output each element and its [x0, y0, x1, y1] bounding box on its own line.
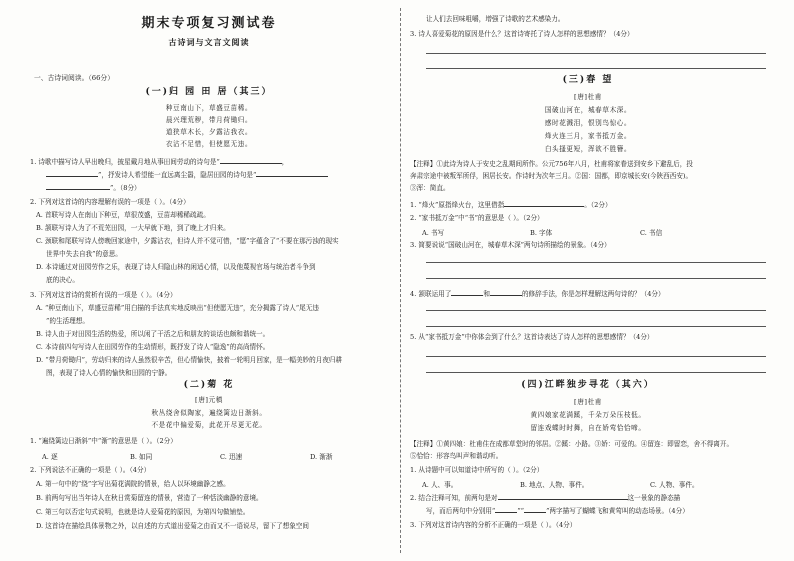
question-r8: 3. 下列对这首诗内容的分析不正确的一项是（ ）。（4分） — [410, 521, 577, 529]
question-r7-cont — [426, 506, 689, 515]
poem4-line: 留连戏蝶时时舞，自在娇莺恰恰啼。 — [530, 424, 646, 432]
question-5: 2. 下列说法不正确的一项是（ ）。（4分） — [30, 466, 151, 474]
option-c[interactable]: C. 本诗前四句写诗人在田园劳作的生动情形，既抒发了诗人“隐逸”的高尚情怀。 — [36, 343, 270, 351]
option-b[interactable]: B. 如同 — [130, 453, 153, 461]
option-c[interactable]: C. 颈联和尾联写诗人傍晚回家途中，夕露沾衣，但诗人并不觉可惜，“愿”字蕴含了“不要在那污浊的现实 — [36, 237, 339, 245]
option-a[interactable]: A. “种豆南山下，草盛豆苗稀”用白描的手法真实地反映出“但使愿无违”，充分揭露了诗人“尾无违 — [36, 304, 319, 312]
option-b[interactable]: B. 诗人由于对田园生活的热爱，所以闲了干活之后和朋友的谈话也颇和谐统一。 — [36, 330, 270, 338]
poem2-author: [唐]元稹 — [195, 396, 223, 404]
question-3: 3. 下列对这首诗的赏析有误的一项是（ ）。（4分） — [30, 291, 177, 299]
option-d-cont: 底的决心。 — [46, 276, 79, 284]
poem2-line: 秋丛绕舍似陶家，遍绕篱边日渐斜。 — [151, 409, 267, 417]
question-text: ， — [281, 158, 289, 166]
answer-line[interactable] — [426, 326, 766, 327]
option-b[interactable]: B. 颔联写诗人为了不荒芜田园，一大早就下地，到了晚上才归来。 — [36, 224, 230, 232]
question-1 — [30, 157, 288, 166]
option-d[interactable]: D. 本诗通过对田园劳作之乐，表现了诗人归隐山林的闲适心情，以及他蔑视官场与统治者斗争到 — [36, 263, 316, 271]
poem1-line: 道狭草木长，夕露沾我衣。 — [165, 128, 253, 136]
answer-blank[interactable] — [46, 170, 98, 177]
annotation: 【注释】①此诗为诗人于安史之乱期间所作。公元756年八月，杜甫将家眷送到安乡下避乱后，投 — [410, 160, 693, 168]
option-c[interactable]: C. 迅速 — [220, 453, 243, 461]
question-text: 1. 诗歌中描写诗人早出晚归，披星戴月地从事田间劳动的诗句是“ — [30, 158, 220, 166]
option-d[interactable]: D. “带月荷锄归”，劳动归来的诗人虽然很辛苦，但心情愉快，披着一轮明月回家，是一幅美妙的月夜归耕 — [36, 356, 343, 364]
poem3-title: (三)春 望 — [562, 75, 614, 85]
option-a[interactable]: A. 人、事。 — [422, 481, 458, 489]
poem2-title: (二)菊 花 — [183, 380, 235, 390]
poem4-line: 黄四娘家花满蹊，千朵万朵压枝低。 — [530, 411, 646, 419]
poem1-title: (一)归 园 田 居（其三） — [145, 87, 273, 97]
question-r5: 5. 从“家书抵万金”中你体会到了什么？这首诗表达了诗人怎样的思想感情？（4分） — [410, 333, 654, 341]
question-r4 — [410, 289, 665, 298]
poem3-line: 白头搔更短，浑欲不胜簪。 — [544, 145, 632, 153]
answer-blank[interactable] — [504, 200, 584, 207]
option-b[interactable]: B. 地点、人物、事件。 — [520, 481, 589, 489]
answer-line[interactable] — [426, 356, 766, 357]
option-a[interactable]: A. 第一句中的“绕”字写出菊花满院的情景，给人以环境幽静之感。 — [36, 480, 230, 488]
poem3-line: 烽火连三月，家书抵万金。 — [544, 132, 632, 140]
poem1-line: 衣沾不足惜，但使愿无违。 — [165, 140, 253, 148]
question-text: ”两字描写了蝴蝶飞和黄莺叫的动态场景。（4分） — [546, 507, 689, 515]
page-title: 期末专项复习测试卷 — [141, 16, 277, 31]
question-1-cont — [46, 170, 328, 179]
answer-line[interactable] — [426, 68, 766, 69]
annotation: ⑤恰恰：形容鸟叫声和谐动听。 — [410, 452, 503, 460]
question-text: 4. 颔联运用了 — [410, 290, 452, 298]
poem3-author: [唐]杜甫 — [574, 93, 602, 101]
question-1-cont — [46, 183, 141, 192]
option-a[interactable]: A. 逐 — [42, 453, 58, 461]
option-d[interactable]: D. 这首诗在描绘具体景物之外，以自述的方式道出爱菊之由而又不一语说尽，留下了想象空间 — [36, 522, 309, 530]
option-b[interactable]: B. 前两句写出当年诗人在秋日赏菊留连的情景，营造了一种恬淡幽静的意境。 — [36, 494, 263, 502]
poem2-line: 不是花中偏爱菊，此花开尽更无花。 — [151, 421, 267, 429]
poem1-line: 种豆南山下，草盛豆苗稀。 — [165, 104, 253, 112]
question-cont: 让人们去回味咀嚼，增强了诗歌的艺术感染力。 — [426, 15, 565, 23]
option-c[interactable]: C. 书信 — [640, 229, 663, 237]
poem4-author: [唐]杜甫 — [574, 398, 602, 406]
question-text: 1. “烽火”原指烽火台，这里借指 — [410, 201, 505, 209]
poem4-title: (四)江畔独步寻花（其六） — [521, 380, 655, 390]
question-text: 。（2分） — [584, 201, 612, 209]
question-text: ”。（8分） — [110, 184, 141, 192]
option-c[interactable]: C. 人物、事件。 — [650, 481, 699, 489]
question-text: 的修辞手法，你是怎样理解这两句诗的？（4分） — [521, 290, 665, 298]
answer-blank[interactable] — [498, 493, 628, 500]
question-text: 2. 结合注释可知，前两句是对 — [410, 494, 498, 502]
answer-blank[interactable] — [490, 289, 522, 296]
column-divider — [400, 8, 401, 553]
question-text: 和 — [483, 290, 490, 298]
option-b[interactable]: B. 字体 — [530, 229, 553, 237]
annotation: 【注释】①黄四娘：杜甫住在成都草堂时的邻居。②蹊：小路。③娇：可爱的。④留连：即留恋，舍不得离开。 — [410, 440, 734, 448]
left-column — [30, 0, 388, 561]
right-column — [410, 0, 766, 561]
question-4: 1. “遍绕篱边日渐斜”中“渐”的意思是（ ）。（2分） — [30, 437, 177, 445]
question-r3: 3. 简要说说“国破山河在，城春草木深”两句诗所描绘的景象。（4分） — [410, 241, 611, 249]
page-subtitle: 古诗词与文言文阅读 — [168, 37, 250, 47]
option-c-cont: 世界中失去自我”的意思。 — [46, 250, 122, 258]
answer-blank[interactable] — [451, 289, 483, 296]
question-2: 2. 下列对这首诗的内容理解有误的一项是（ ）。（4分） — [30, 198, 190, 206]
question-r6: 1. 从诗题中可以知道诗中所写的（ ）。（2分） — [410, 466, 544, 474]
annotation: 奔肃宗途中被叛军所俘，困居长安。作诗时为次年三月。②国：国都，即京城长安(今陕西西安)。 — [410, 172, 693, 180]
option-d-cont: 图，表现了诗人心情的愉快和田园的宁静。 — [46, 369, 172, 377]
question-text: 写，而后两句中分别用“ — [426, 507, 496, 515]
option-d[interactable]: D. 渐渐 — [310, 453, 333, 461]
answer-blank[interactable] — [46, 183, 110, 190]
annotation: ③浑：简直。 — [410, 184, 450, 192]
option-a-cont: ”的生活理想。 — [46, 317, 89, 325]
section-heading: 一、古诗词阅读。（66分） — [34, 74, 115, 82]
poem3-line: 感时花溅泪，恨别鸟惊心。 — [544, 119, 632, 127]
question-text: 这一景象的静态描 — [627, 494, 681, 502]
option-c[interactable]: C. 第三句以否定句式说明，也就是诗人爱菊花的原因，为第四句做铺垫。 — [36, 508, 250, 516]
answer-line[interactable] — [426, 372, 766, 373]
poem1-line: 晨兴理荒秽，带月荷锄归。 — [165, 116, 253, 124]
question-r1 — [410, 200, 612, 209]
option-a[interactable]: A. 书写 — [422, 229, 445, 237]
question-text: ”“ — [517, 507, 525, 515]
answer-line[interactable] — [426, 310, 766, 311]
question-3: 3. 诗人喜爱菊花的原因是什么？这首诗寄托了诗人怎样的思想感情？（4分） — [410, 30, 634, 38]
answer-line[interactable] — [426, 53, 766, 54]
answer-blank[interactable] — [256, 170, 328, 177]
question-r2: 2. “家书抵万金”中“书”的意思是（ ）。（2分） — [410, 214, 544, 222]
option-a[interactable]: A. 首联写诗人在南山下种豆，草很茂盛，豆苗却稀稀疏疏。 — [36, 211, 210, 219]
question-text: ”，抒发诗人希望能一直远离尘嚣，隐居田园的诗句是“ — [98, 171, 257, 179]
answer-line[interactable] — [426, 278, 766, 279]
answer-blank[interactable] — [495, 506, 517, 513]
answer-blank[interactable] — [524, 506, 546, 513]
poem3-line: 国破山河在，城春草木深。 — [544, 106, 632, 114]
answer-blank[interactable] — [220, 157, 282, 164]
answer-line[interactable] — [426, 262, 766, 263]
question-r7 — [410, 493, 680, 502]
